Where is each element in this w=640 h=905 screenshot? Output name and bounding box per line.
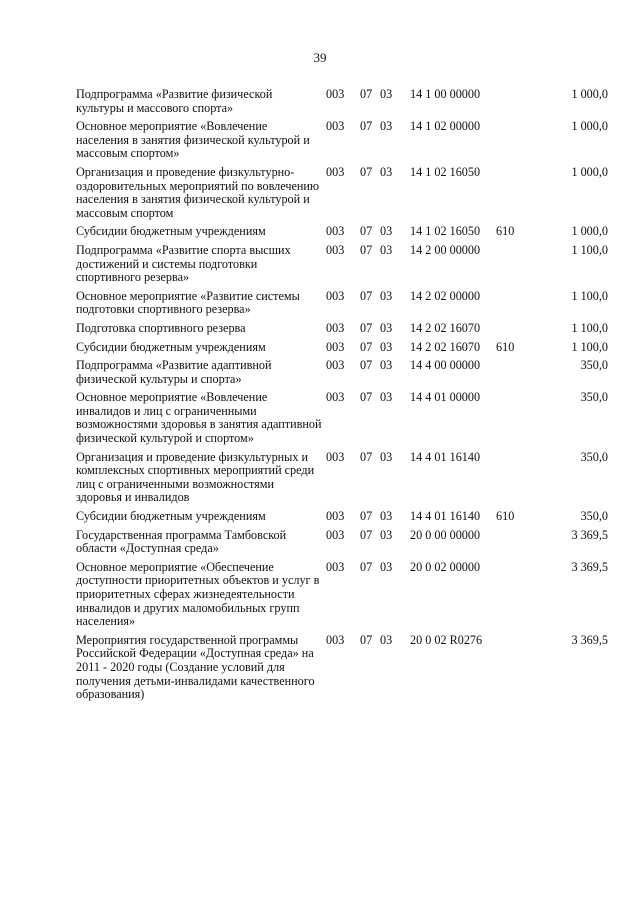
row-rz: 07 (360, 358, 373, 373)
row-sum: 350,0 (580, 358, 608, 373)
row-sum: 350,0 (580, 449, 608, 464)
table-row (76, 166, 608, 220)
row-csr: 14 1 02 16050 (410, 164, 481, 179)
row-sum: 3 369,5 (571, 632, 608, 647)
row-rz: 07 (360, 87, 373, 101)
table-row (76, 290, 608, 317)
row-rz: 07 (360, 242, 373, 257)
row-sum: 1 100,0 (571, 242, 608, 257)
row-prz: 03 (380, 509, 393, 524)
row-sum: 350,0 (580, 390, 608, 405)
row-csr: 14 4 01 16140 (410, 509, 481, 524)
row-name: Подпрограмма «Развитие адаптивной физической культуры и спорта» (76, 358, 272, 386)
row-ved: 003 (326, 358, 345, 373)
row-sum: 350,0 (580, 509, 608, 524)
row-csr: 14 2 02 16070 (410, 320, 481, 335)
row-csr: 14 2 02 00000 (410, 288, 481, 303)
row-sum: 3 369,5 (571, 559, 608, 574)
row-ved: 003 (326, 320, 345, 335)
row-csr: 14 4 01 16140 (410, 449, 481, 464)
row-vr: 610 (496, 224, 515, 239)
row-csr: 14 1 00 00000 (410, 87, 481, 101)
row-rz: 07 (360, 632, 373, 647)
table-row (76, 391, 608, 445)
row-prz: 03 (380, 119, 393, 134)
budget-table (76, 88, 608, 707)
table-row (76, 561, 608, 629)
row-prz: 03 (380, 339, 393, 354)
row-prz: 03 (380, 288, 393, 303)
row-vr: 610 (496, 339, 515, 354)
row-name: Субсидии бюджетным учреждениям (76, 509, 266, 524)
row-name: Подготовка спортивного резерва (76, 320, 246, 335)
table-row (76, 359, 608, 386)
row-sum: 1 000,0 (571, 164, 608, 179)
row-ved: 003 (326, 449, 345, 464)
row-csr: 20 0 02 00000 (410, 559, 481, 574)
row-prz: 03 (380, 527, 393, 542)
row-ved: 003 (326, 339, 345, 354)
row-sum: 1 000,0 (571, 87, 608, 101)
row-name: Мероприятия государственной программы Российской Федерации «Доступная среда» на 2011 - 2020 годы (Создание условий для получения детьми-инвалидами качественного образования) (76, 632, 315, 702)
table-row (76, 88, 608, 115)
row-ved: 003 (326, 242, 345, 257)
row-rz: 07 (360, 119, 373, 134)
row-prz: 03 (380, 358, 393, 373)
table-row (76, 322, 608, 336)
row-name: Основное мероприятие «Вовлечение инвалидов и лиц с ограниченными возможностями здоровья в занятия адаптивной физической культурой и спортом» (76, 390, 322, 446)
row-csr: 20 0 00 00000 (410, 527, 481, 542)
row-name: Подпрограмма «Развитие физической культуры и массового спорта» (76, 87, 273, 115)
row-ved: 003 (326, 87, 345, 101)
row-ved: 003 (326, 288, 345, 303)
row-csr: 14 1 02 00000 (410, 119, 481, 134)
row-csr: 14 4 01 00000 (410, 390, 481, 405)
row-ved: 003 (326, 390, 345, 405)
row-ved: 003 (326, 119, 345, 134)
row-name: Основное мероприятие «Вовлечение населения в занятия физической культурой и массовым спортом» (76, 119, 310, 161)
table-row (76, 120, 608, 161)
row-prz: 03 (380, 242, 393, 257)
row-rz: 07 (360, 559, 373, 574)
row-name: Подпрограмма «Развитие спорта высших достижений и системы подготовки спортивного резерва» (76, 242, 291, 285)
row-ved: 003 (326, 632, 345, 647)
row-rz: 07 (360, 509, 373, 524)
row-sum: 1 100,0 (571, 288, 608, 303)
table-row (76, 510, 608, 524)
row-ved: 003 (326, 527, 345, 542)
row-prz: 03 (380, 390, 393, 405)
row-csr: 14 4 00 00000 (410, 358, 481, 373)
row-prz: 03 (380, 449, 393, 464)
row-prz: 03 (380, 224, 393, 239)
row-ved: 003 (326, 509, 345, 524)
row-rz: 07 (360, 449, 373, 464)
row-prz: 03 (380, 320, 393, 335)
row-name: Организация и проведение физкультурных и комплексных спортивных мероприятий среди лиц с ограниченными возможностями здоровья и инвалидов (76, 449, 315, 505)
row-name: Субсидии бюджетным учреждениям (76, 224, 266, 239)
table-row (76, 225, 608, 239)
page-number: 39 (313, 50, 327, 65)
row-name: Государственная программа Тамбовской области «Доступная среда» (76, 527, 287, 556)
row-prz: 03 (380, 87, 393, 101)
row-ved: 003 (326, 224, 345, 239)
row-sum: 1 100,0 (571, 320, 608, 335)
row-rz: 07 (360, 527, 373, 542)
row-csr: 14 1 02 16050 (410, 224, 481, 239)
row-sum: 1 000,0 (571, 119, 608, 134)
row-sum: 3 369,5 (571, 527, 608, 542)
row-name: Организация и проведение физкультурно-оздоровительных мероприятий по вовлечению населения в занятия физической культурой и массовым спортом (76, 164, 320, 220)
row-prz: 03 (380, 632, 393, 647)
table-row (76, 341, 608, 355)
row-name: Основное мероприятие «Обеспечение доступности приоритетных объектов и услуг в приоритетных сферах жизнедеятельности инвалидов и других маломобильных групп населения» (76, 559, 320, 629)
row-rz: 07 (360, 224, 373, 239)
row-prz: 03 (380, 164, 393, 179)
table-row (76, 451, 608, 505)
row-rz: 07 (360, 320, 373, 335)
row-csr: 14 2 02 16070 (410, 339, 481, 354)
row-sum: 1 100,0 (571, 339, 608, 354)
row-ved: 003 (326, 164, 345, 179)
row-ved: 003 (326, 559, 345, 574)
row-name: Субсидии бюджетным учреждениям (76, 339, 266, 354)
row-sum: 1 000,0 (571, 224, 608, 239)
row-rz: 07 (360, 390, 373, 405)
row-csr: 14 2 00 00000 (410, 242, 481, 257)
row-name: Основное мероприятие «Развитие системы подготовки спортивного резерва» (76, 288, 300, 317)
row-csr: 20 0 02 R0276 (410, 632, 483, 647)
row-prz: 03 (380, 559, 393, 574)
row-vr: 610 (496, 509, 515, 524)
row-rz: 07 (360, 164, 373, 179)
table-row (76, 244, 608, 285)
table-row (76, 529, 608, 556)
row-rz: 07 (360, 288, 373, 303)
row-rz: 07 (360, 339, 373, 354)
table-row (76, 634, 608, 702)
